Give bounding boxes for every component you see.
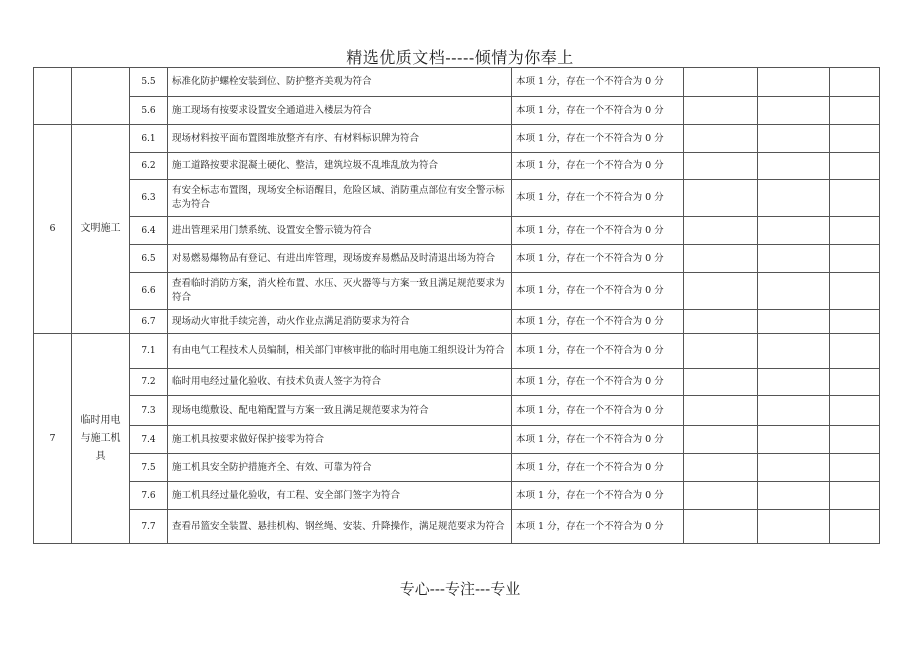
table-row xyxy=(34,180,880,217)
remark-cell xyxy=(830,153,880,180)
item-requirement: 有安全标志布置图，现场安全标语醒目，危险区域、消防重点部位有安全警示标志为符合 xyxy=(168,180,512,217)
item-scoring-rule: 本项 1 分，存在一个不符合为 0 分 xyxy=(512,369,684,396)
item-scoring-rule: 本项 1 分，存在一个不符合为 0 分 xyxy=(512,273,684,310)
score-cell xyxy=(684,153,758,180)
table-row xyxy=(34,68,880,97)
table-row xyxy=(34,273,880,310)
score-cell xyxy=(684,510,758,544)
table-row xyxy=(34,426,880,454)
item-requirement: 施工机具安全防护措施齐全、有效、可靠为符合 xyxy=(168,454,512,482)
remark-cell xyxy=(830,396,880,426)
result-cell xyxy=(758,426,830,454)
result-cell xyxy=(758,68,830,97)
item-requirement: 查看吊篮安全装置、悬挂机构、钢丝绳、安装、升降操作，满足规范要求为符合 xyxy=(168,510,512,544)
remark-cell xyxy=(830,482,880,510)
item-number: 6.6 xyxy=(130,273,168,310)
item-scoring-rule: 本项 1 分，存在一个不符合为 0 分 xyxy=(512,245,684,273)
item-scoring-rule: 本项 1 分，存在一个不符合为 0 分 xyxy=(512,334,684,369)
table-row xyxy=(34,454,880,482)
item-requirement: 施工机具经过量化验收，有工程、安全部门签字为符合 xyxy=(168,482,512,510)
result-cell xyxy=(758,334,830,369)
inspection-table xyxy=(33,67,880,544)
score-cell xyxy=(684,217,758,245)
page-header-title: 精选优质文档-----倾情为你奉上 xyxy=(346,48,574,67)
table-row xyxy=(34,217,880,245)
group-category: 临时用电与施工机具 xyxy=(72,334,130,544)
item-requirement: 标准化防护螺栓安装到位、防护整齐美观为符合 xyxy=(168,68,512,97)
item-scoring-rule: 本项 1 分，存在一个不符合为 0 分 xyxy=(512,125,684,153)
result-cell xyxy=(758,153,830,180)
item-number: 6.2 xyxy=(130,153,168,180)
item-number: 6.3 xyxy=(130,180,168,217)
result-cell xyxy=(758,369,830,396)
item-number: 6.1 xyxy=(130,125,168,153)
table-row xyxy=(34,310,880,334)
score-cell xyxy=(684,97,758,125)
table-row xyxy=(34,125,880,153)
table-row xyxy=(34,97,880,125)
table-row xyxy=(34,245,880,273)
remark-cell xyxy=(830,97,880,125)
item-number: 7.7 xyxy=(130,510,168,544)
item-number: 7.1 xyxy=(130,334,168,369)
table-row xyxy=(34,153,880,180)
group-number: 7 xyxy=(34,334,72,544)
remark-cell xyxy=(830,273,880,310)
result-cell xyxy=(758,217,830,245)
item-number: 6.5 xyxy=(130,245,168,273)
item-scoring-rule: 本项 1 分，存在一个不符合为 0 分 xyxy=(512,217,684,245)
remark-cell xyxy=(830,369,880,396)
score-cell xyxy=(684,68,758,97)
table-row xyxy=(34,396,880,426)
item-number: 5.5 xyxy=(130,68,168,97)
result-cell xyxy=(758,454,830,482)
page-footer-title: 专心---专注---专业 xyxy=(399,580,521,598)
score-cell xyxy=(684,125,758,153)
item-number: 7.3 xyxy=(130,396,168,426)
table-row xyxy=(34,369,880,396)
item-scoring-rule: 本项 1 分，存在一个不符合为 0 分 xyxy=(512,68,684,97)
score-cell xyxy=(684,482,758,510)
result-cell xyxy=(758,310,830,334)
item-requirement: 进出管理采用门禁系统、设置安全警示镜为符合 xyxy=(168,217,512,245)
score-cell xyxy=(684,454,758,482)
remark-cell xyxy=(830,217,880,245)
item-requirement: 有由电气工程技术人员编制，相关部门审核审批的临时用电施工组织设计为符合 xyxy=(168,334,512,369)
item-scoring-rule: 本项 1 分，存在一个不符合为 0 分 xyxy=(512,426,684,454)
result-cell xyxy=(758,245,830,273)
item-number: 7.5 xyxy=(130,454,168,482)
item-scoring-rule: 本项 1 分，存在一个不符合为 0 分 xyxy=(512,97,684,125)
item-requirement: 临时用电经过量化验收、有技术负责人签字为符合 xyxy=(168,369,512,396)
item-scoring-rule: 本项 1 分，存在一个不符合为 0 分 xyxy=(512,510,684,544)
score-cell xyxy=(684,245,758,273)
item-number: 7.6 xyxy=(130,482,168,510)
remark-cell xyxy=(830,334,880,369)
group-category-cell xyxy=(72,68,130,125)
group-number-cell xyxy=(34,68,72,125)
group-number: 6 xyxy=(34,125,72,334)
remark-cell xyxy=(830,68,880,97)
result-cell xyxy=(758,180,830,217)
item-number: 7.4 xyxy=(130,426,168,454)
remark-cell xyxy=(830,454,880,482)
item-scoring-rule: 本项 1 分，存在一个不符合为 0 分 xyxy=(512,153,684,180)
remark-cell xyxy=(830,310,880,334)
item-number: 6.7 xyxy=(130,310,168,334)
group-category: 文明施工 xyxy=(72,125,130,334)
remark-cell xyxy=(830,245,880,273)
item-number: 5.6 xyxy=(130,97,168,125)
score-cell xyxy=(684,310,758,334)
score-cell xyxy=(684,426,758,454)
item-requirement: 现场材料按平面布置图堆放整齐有序、有材料标识牌为符合 xyxy=(168,125,512,153)
item-requirement: 现场动火审批手续完善，动火作业点满足消防要求为符合 xyxy=(168,310,512,334)
score-cell xyxy=(684,180,758,217)
result-cell xyxy=(758,125,830,153)
item-scoring-rule: 本项 1 分，存在一个不符合为 0 分 xyxy=(512,310,684,334)
item-number: 7.2 xyxy=(130,369,168,396)
item-requirement: 现场电缆敷设、配电箱配置与方案一致且满足规范要求为符合 xyxy=(168,396,512,426)
item-scoring-rule: 本项 1 分，存在一个不符合为 0 分 xyxy=(512,180,684,217)
result-cell xyxy=(758,97,830,125)
item-requirement: 查看临时消防方案，消火栓布置、水压、灭火器等与方案一致且满足规范要求为符合 xyxy=(168,273,512,310)
item-requirement: 施工道路按要求混凝土硬化、整洁，建筑垃圾不乱堆乱放为符合 xyxy=(168,153,512,180)
remark-cell xyxy=(830,180,880,217)
result-cell xyxy=(758,273,830,310)
item-number: 6.4 xyxy=(130,217,168,245)
item-scoring-rule: 本项 1 分，存在一个不符合为 0 分 xyxy=(512,482,684,510)
remark-cell xyxy=(830,426,880,454)
score-cell xyxy=(684,369,758,396)
remark-cell xyxy=(830,510,880,544)
score-cell xyxy=(684,334,758,369)
result-cell xyxy=(758,396,830,426)
table-row xyxy=(34,482,880,510)
score-cell xyxy=(684,273,758,310)
item-scoring-rule: 本项 1 分，存在一个不符合为 0 分 xyxy=(512,454,684,482)
remark-cell xyxy=(830,125,880,153)
table-row xyxy=(34,510,880,544)
item-requirement: 对易燃易爆物品有登记、有进出库管理，现场废弃易燃品及时清退出场为符合 xyxy=(168,245,512,273)
score-cell xyxy=(684,396,758,426)
item-scoring-rule: 本项 1 分，存在一个不符合为 0 分 xyxy=(512,396,684,426)
item-requirement: 施工现场有按要求设置安全通道进入楼层为符合 xyxy=(168,97,512,125)
result-cell xyxy=(758,510,830,544)
result-cell xyxy=(758,482,830,510)
item-requirement: 施工机具按要求做好保护接零为符合 xyxy=(168,426,512,454)
table-row xyxy=(34,334,880,369)
